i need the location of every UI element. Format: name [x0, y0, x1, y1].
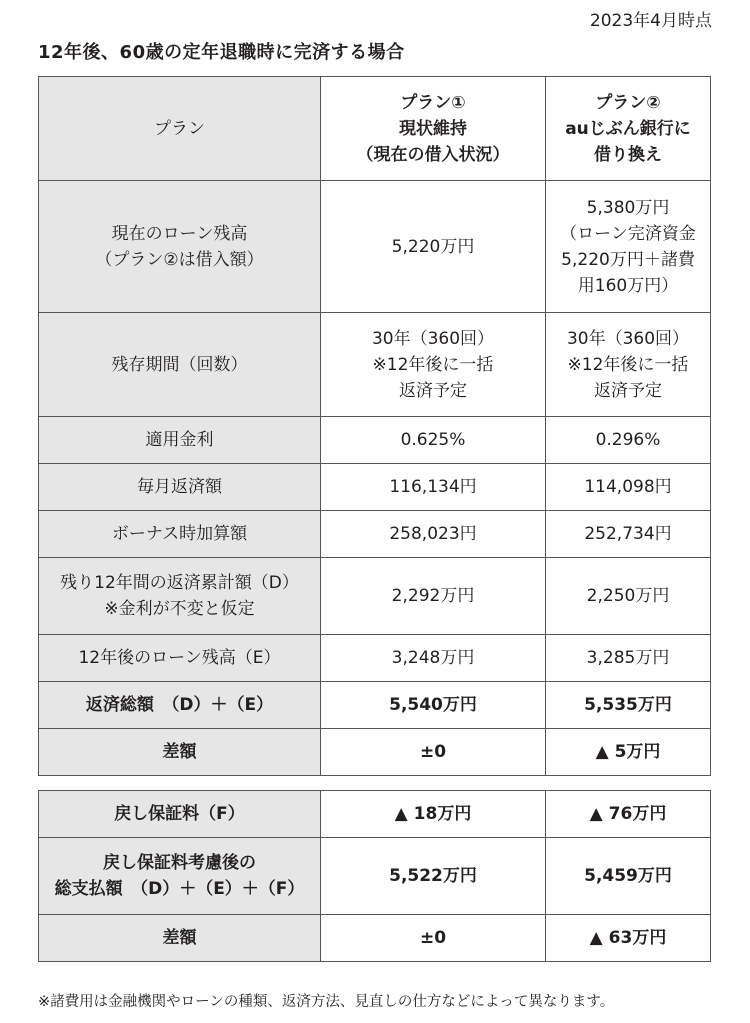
row-label-cell [39, 838, 321, 915]
plan2-value: 5,380万円 （ローン完済資金 5,220万円＋諸費 用160万円） [560, 197, 696, 296]
date-label: 2023年4月時点 [589, 11, 712, 31]
header-plan1-cell [321, 77, 546, 181]
plan2-value: 3,285万円 [586, 648, 670, 668]
row-label: 差額 [162, 928, 197, 948]
plan2-cell [546, 558, 711, 635]
table-row [39, 181, 711, 313]
table-row [39, 838, 711, 915]
row-label: 戻し保証料考慮後の 総支払額 （D）＋（E）＋（F） [54, 853, 305, 899]
plan2-value: 30年（360回） ※12年後に一括 返済予定 [566, 328, 690, 401]
plan2-value: ▲ 63万円 [589, 928, 667, 948]
row-label: 適用金利 [145, 430, 214, 450]
row-label-cell [39, 791, 321, 838]
plan2-value: 252,734円 [584, 524, 672, 544]
plan2-cell [546, 417, 711, 464]
plan2-value: 114,098円 [584, 477, 672, 497]
comparison-table [38, 76, 711, 776]
plan1-value: 5,540万円 [389, 695, 477, 715]
plan1-value: 3,248万円 [391, 648, 475, 668]
row-label: 12年後のローン残高（E） [78, 648, 281, 668]
plan1-cell [321, 464, 546, 511]
row-label-cell [39, 417, 321, 464]
plan1-value: 2,292万円 [391, 586, 475, 606]
row-label: 戻し保証料（F） [114, 804, 245, 824]
plan2-value: 5,459万円 [584, 866, 672, 886]
row-label-cell [39, 915, 321, 962]
row-label: 差額 [162, 742, 197, 762]
table-row [39, 682, 711, 729]
row-label-cell [39, 682, 321, 729]
plan2-value: 0.296% [595, 430, 661, 450]
row-label-cell [39, 558, 321, 635]
plan1-value: ±0 [419, 928, 447, 948]
plan1-value: ±0 [419, 742, 447, 762]
row-label: 毎月返済額 [137, 477, 222, 497]
table-row [39, 464, 711, 511]
row-label: ボーナス時加算額 [111, 524, 248, 544]
plan2-value: ▲ 76万円 [589, 804, 667, 824]
plan1-cell [321, 558, 546, 635]
plan2-cell [546, 635, 711, 682]
plan2-value: 5,535万円 [584, 695, 672, 715]
plan1-value: 5,522万円 [389, 866, 477, 886]
plan1-cell [321, 511, 546, 558]
row-label-cell [39, 729, 321, 776]
table-row [39, 729, 711, 776]
plan1-value: 258,023円 [389, 524, 477, 544]
plan2-cell [546, 464, 711, 511]
plan1-cell [321, 791, 546, 838]
table-row [39, 915, 711, 962]
plan2-cell [546, 838, 711, 915]
plan1-cell [321, 181, 546, 313]
header-plan2-cell [546, 77, 711, 181]
table-row [39, 558, 711, 635]
row-label: 残存期間（回数） [111, 354, 248, 375]
plan1-cell [321, 635, 546, 682]
table-row [39, 511, 711, 558]
plan1-value: 5,220万円 [391, 236, 475, 257]
row-label-cell [39, 635, 321, 682]
row-label-cell [39, 181, 321, 313]
plan2-cell [546, 729, 711, 776]
plan1-cell [321, 729, 546, 776]
page-title: 12年後、60歳の定年退職時に完済する場合 [38, 42, 405, 63]
plan1-cell [321, 915, 546, 962]
table-row [39, 791, 711, 838]
plan1-value: ▲ 18万円 [394, 804, 472, 824]
table-row [39, 635, 711, 682]
plan2-cell [546, 915, 711, 962]
table-row [39, 313, 711, 417]
plan2-header: プラン② auじぶん銀行に 借り換え [565, 92, 691, 165]
footnote: ※諸費用は金融機関やローンの種類、返済方法、見直しの仕方などによって異なります。 [38, 994, 615, 1010]
plan2-cell [546, 791, 711, 838]
plan2-value: ▲ 5万円 [595, 742, 661, 762]
plan2-cell [546, 511, 711, 558]
row-label-cell [39, 511, 321, 558]
plan1-cell [321, 417, 546, 464]
plan2-cell [546, 313, 711, 417]
row-label-cell [39, 464, 321, 511]
plan1-cell [321, 838, 546, 915]
table-header-row [39, 77, 711, 181]
plan2-value: 2,250万円 [586, 586, 670, 606]
header-label: プラン [154, 118, 205, 139]
row-label: 現在のローン残高 （プラン②は借入額） [95, 223, 264, 270]
plan1-cell [321, 682, 546, 729]
row-label-cell [39, 313, 321, 417]
plan2-cell [546, 682, 711, 729]
table-row [39, 417, 711, 464]
plan1-value: 0.625% [400, 430, 466, 450]
plan1-value: 116,134円 [389, 477, 477, 497]
refund-table [38, 790, 711, 962]
plan1-header: プラン① 現状維持 （現在の借入状況） [356, 92, 510, 165]
header-label-cell [39, 77, 321, 181]
row-label: 残り12年間の返済累計額（D） ※金利が不変と仮定 [60, 573, 299, 619]
row-label: 返済総額 （D）＋（E） [85, 695, 274, 715]
plan2-cell [546, 181, 711, 313]
plan1-cell [321, 313, 546, 417]
plan1-value: 30年（360回） ※12年後に一括 返済予定 [371, 328, 495, 401]
